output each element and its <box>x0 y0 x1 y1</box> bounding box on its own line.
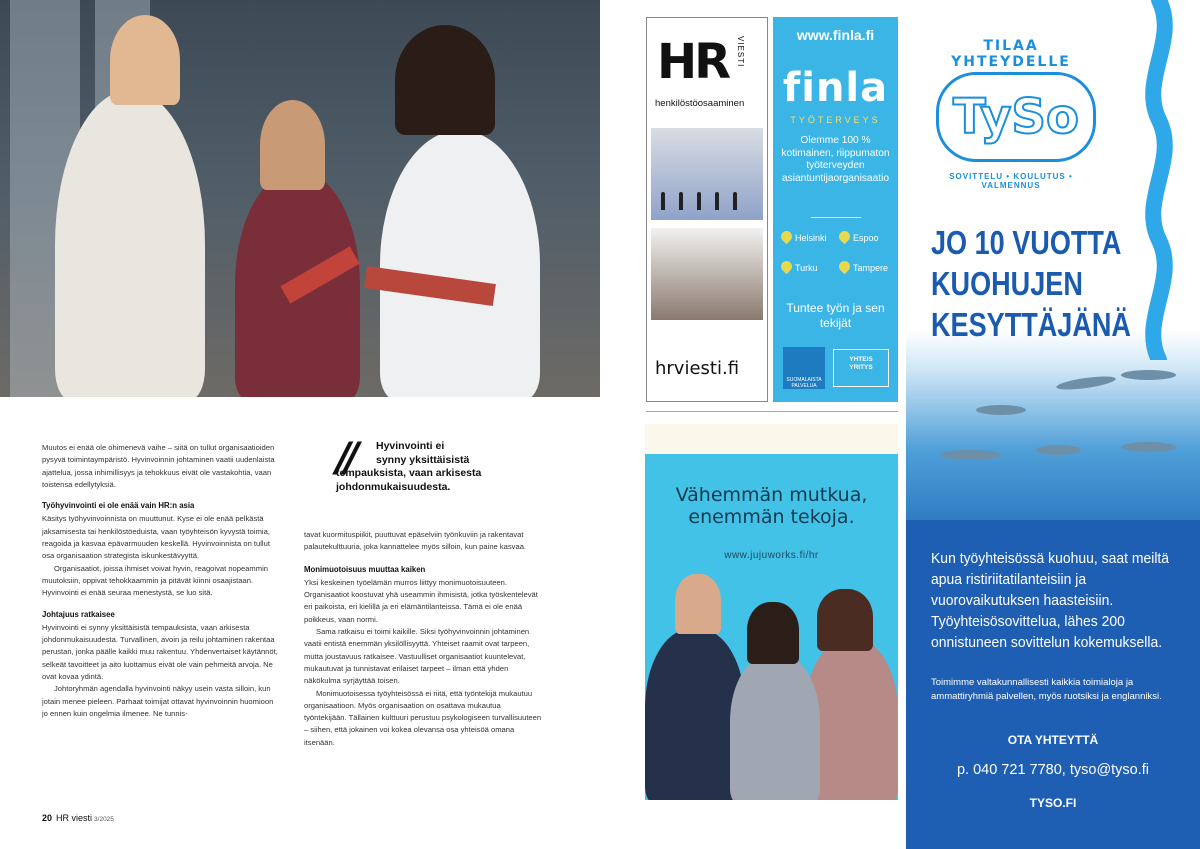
finla-tagline: Tuntee työn ja sen tekijät <box>786 301 885 330</box>
divider <box>811 217 861 218</box>
finla-url[interactable]: www.finla.fi <box>796 27 875 43</box>
ad-divider <box>646 411 898 412</box>
hr-subtitle: henkilöstöosaaminen <box>655 98 745 109</box>
dolphin-graphic <box>1036 445 1081 455</box>
location-pin-icon <box>837 259 853 275</box>
hr-viesti-ad[interactable] <box>646 17 768 402</box>
article-subheading: Johtajuus ratkaisee <box>42 609 115 619</box>
article-paragraph: Muutos ei enää ole ohimenevä vaihe – siitä on tullut organisaatioiden pysyvä toimintaympäristö. Hyvinvoinnin johtaminen vaatii uudenlaista ajattelua, jossa inhimillisyys ja tehokkuus eivät ole vastakohtia, vaan toistensa edellytyksiä. <box>42 443 275 489</box>
location-pin-icon <box>837 229 853 245</box>
article-paragraph: tavat kuormituspiikit, puuttuvat epäselviin työnkuviin ja rakentavat palautekulttuuria, joka kannattelee myös silloin, kun paine kasvaa. <box>304 530 527 552</box>
location-pin-icon <box>779 259 795 275</box>
pull-quote-line: tempauksista, vaan arkisesta <box>336 467 482 479</box>
tyso-ad[interactable] <box>906 0 1200 849</box>
article-paragraph: Johtoryhmän agendalla hyvinvointi näkyy usein vasta silloin, kun jotain menee pieleen. Parhaat toimijat ottavat hyvinvoinnin huomioon jo ennen kuin ongelmia ilmenee. Ne tunnis- <box>42 684 274 718</box>
dolphin-graphic <box>1121 370 1176 380</box>
magazine-spread-thumbnail <box>651 228 763 320</box>
finla-ad[interactable] <box>773 17 898 402</box>
hr-logo-side: VIESTI <box>736 36 745 68</box>
photo-person-left-head <box>110 15 180 105</box>
finla-logo: finla <box>782 65 889 111</box>
article-column-2 <box>304 529 542 749</box>
finla-description: Olemme 100 % kotimainen, riippumaton työterveyden asiantuntijaorganisaatio <box>781 135 890 184</box>
article-paragraph: Käsitys työhyvinvoinnista on muuttunut. Kyse ei ole enää pelkästä jaksamisesta tai henkilöstöeduista, vaan työyhteisön kyvystä toimia, reagoida ja kasvaa epävarmuuden keskellä. Hyvinvoinnista on tullut osa organisaation strategista iskunkestävyyttä. <box>42 514 270 561</box>
jujuworks-headline: Vähemmän mutkua, enemmän tekoja. <box>675 484 868 528</box>
magazine-name: HR viesti <box>56 813 93 823</box>
pull-quote-line: johdonmukaisuudesta. <box>336 480 451 493</box>
tyso-lead-text: Kun työyhteisössä kuohuu, saat meiltä apua ristiriitatilanteisiin ja vuorovaikutuksen haasteisiin. Työyhteisösovittelua, lähes 200 onnistuneen sovittelun kokemuksella. <box>931 550 1170 651</box>
dolphin-graphic <box>976 405 1026 415</box>
pull-quote <box>336 435 526 494</box>
dolphin-graphic <box>1121 442 1176 452</box>
dolphin-graphic <box>941 450 1001 460</box>
photo-person-right <box>380 130 540 397</box>
jujuworks-ad[interactable] <box>645 424 898 800</box>
hr-logo: HR <box>657 34 729 90</box>
person-middle-head <box>747 602 799 664</box>
hr-url[interactable]: hrviesti.fi <box>655 358 740 379</box>
person-left-head <box>675 574 721 634</box>
city-espoo: Espoo <box>839 233 879 243</box>
article-column-1 <box>42 442 278 720</box>
city-tampere: Tampere <box>839 263 888 273</box>
issue-number: 3/2025 <box>94 816 114 823</box>
city-turku: Turku <box>781 263 818 273</box>
tyso-contact[interactable]: p. 040 721 7780, tyso@tyso.fi <box>956 762 1150 778</box>
pull-quote-line: synny yksittäisistä <box>376 453 470 466</box>
location-pin-icon <box>779 229 795 245</box>
tyso-cta[interactable]: OTA YHTEYTTÄ <box>1007 733 1099 747</box>
finla-subtitle: TYÖTERVEYS <box>790 115 881 125</box>
ribbon-graphic <box>1134 0 1184 360</box>
photo-person-middle-head <box>260 100 325 190</box>
tyso-headline: JO 10 VUOTTA KUOHUJEN KESYTTÄJÄNÄ <box>931 224 1131 343</box>
finnish-service-badge: SUOMALAISTA PALVELUA <box>783 347 825 389</box>
magazine-spread-thumbnail <box>651 128 763 220</box>
article-paragraph: Organisaatiot, joissa ihmiset voivat hyvin, reagoivat nopeammin muutoksiin, oppivat tehokkaammin ja pitävät kiinni osaajistaan. Hyvinvointi ei enää seuraa menestystä, se luo sitä. <box>42 563 268 598</box>
social-enterprise-badge: YHTEIS YRITYS <box>833 349 889 387</box>
jujuworks-url[interactable]: www.jujuworks.fi/hr <box>724 550 819 561</box>
tyso-arc-text: TILAA YHTEYDELLE <box>951 38 1071 70</box>
tyso-logo: TySo <box>936 72 1096 162</box>
pull-quote-line: Hyvinvointi ei <box>376 440 445 452</box>
photo-person-left <box>55 90 205 397</box>
article-subheading: Työhyvinvointi ei ole enää vain HR:n asia <box>42 501 195 511</box>
person-middle <box>730 654 820 800</box>
sea-background <box>906 330 1200 530</box>
photo-person-right-hair <box>395 25 495 135</box>
folio <box>42 813 114 823</box>
tyso-site[interactable]: TYSO.FI <box>1029 796 1077 810</box>
article-subheading: Monimuotoisuus muuttaa kaiken <box>304 564 426 574</box>
page-number: 20 <box>42 813 53 823</box>
article-paragraph: Monimuotoisessa työyhteisössä ei riitä, että työntekijä mukautuu organisaatioon. Myös organisaation on osattava mukautua työntekijään. Tällainen kulttuuri perustuu psykologiseen turvallisuuteen – siihen, että jokainen voi kokea olevansa osa yhteisöä omana itsenään. <box>304 688 542 747</box>
person-right-head <box>817 589 873 651</box>
city-helsinki: Helsinki <box>781 233 827 243</box>
article-paragraph: Yksi keskeinen työelämän murros liittyy monimuotoisuuteen. Organisaatiot koostuvat yhä useammin ihmisistä, jotka työskentelevät eri paikoista, eri kielillä ja eri elämäntilanteissa. Tämä ei ole enää poikkeus, vaan normi. <box>304 577 538 624</box>
quote-mark-icon: // <box>336 435 354 481</box>
article-photo <box>0 0 600 397</box>
tyso-services: SOVITTELU • KOULUTUS • VALMENNUS <box>949 172 1073 190</box>
article-paragraph: Hyvinvointi ei synny yksittäisistä tempauksista, vaan arkisesta johdonmukaisuudesta. Turvallinen, avoin ja reilu johtaminen rakentaa perustan, jonka päälle kaikki muu rakentuu. Yhdenvertaiset käytännöt, selkeät tavoitteet ja aito luottamus eivät ole vain pehmeitä arvoja. Ne ovat kovaa ydintä. <box>42 622 278 682</box>
tyso-note: Toimimme valtakunnallisesti kaikkia toimialoja ja ammattiryhmiä palvellen, myös ruotsiksi ja englanniksi. <box>931 677 1162 702</box>
article-paragraph: Sama ratkaisu ei toimi kaikille. Siksi työhyvinvoinnin johtaminen vaatii entistä enemmän yksilöllisyyttä. Yhteiset raamit ovat tarpeen, mutta joustavuus ratkaisee. Vastuulliset organisaatiot kuuntelevat, mukautuvat ja tunnistavat erilaiset tarpeet – ilman että yhden näkökulma syrjäyttää toisen. <box>304 627 530 686</box>
